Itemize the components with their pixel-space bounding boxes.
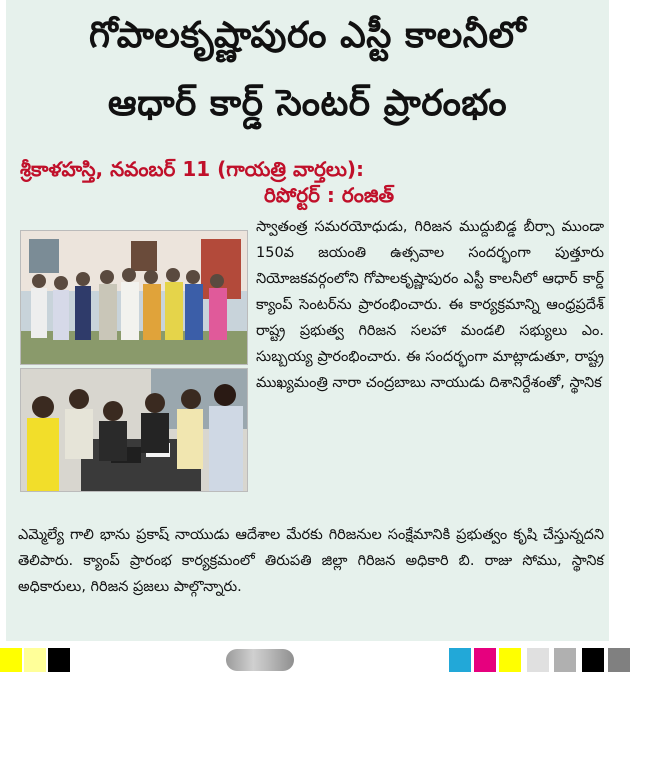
article-body-column: స్వాతంత్ర సమరయోధుడు, గిరిజన ముద్దుబిడ్డ బీర్సా ముండా 150వ జయంతి ఉత్సవాల సందర్భంగా పుత్తూరు నియోజకవర్గంలోని గోపాలకృష్ణాపురం ఎస్టీ కాలనీలో ఆధార్ కార్డ్ క్యాంప్ సెంటర్‌ను ప్రారంభించారు. ఈ కార్యక్రమాన్ని ఆంధ్రప్రదేశ్ రాష్ట్ర ప్రభుత్వ గిరిజన సలహా మండలి సభ్యులు ఎం. సుబ్బయ్య ప్రారంభించారు. ఈ సందర్భంగా మాట్లాడుతూ, రాష్ట్ర ముఖ్యమంత్రి నారా చంద్రబాబు నాయుడు దిశానిర్దేశంతో, స్థానిక (256, 219, 604, 391)
headline-line-2: ఆధార్ కార్డ్ సెంటర్ ప్రారంభం (107, 83, 508, 124)
registration-swatch-black (48, 648, 70, 672)
registration-swatch-cyan (449, 648, 471, 672)
registration-swatch-magenta (474, 648, 496, 672)
registration-swatch-light-yellow (24, 648, 46, 672)
registration-swatch-black-2 (582, 648, 604, 672)
headline-line-1: గోపాలకృష్ణాపురం ఎస్టీ కాలనీలో (88, 15, 527, 56)
article-body-full: ఎమ్మెల్యే గాలి భాను ప్రకాష్ నాయుడు ఆదేశాల మేరకు గిరిజనుల సంక్షేమానికి ప్రభుత్వం కృషి చేస్తున్నదని తెలిపారు. క్యాంప్ ప్రారంభ కార్యక్రమంలో తిరుపతి జిల్లా గిరిజన అధికారి బి. రాజు సోము, స్థానిక అధికారులు, గిరిజన ప్రజలు పాల్గొన్నారు. (18, 527, 604, 595)
counter-photo (20, 368, 248, 492)
news-article (6, 0, 609, 641)
registration-swatch-light-gray (527, 648, 549, 672)
registration-swatch-yellow-2 (499, 648, 521, 672)
registration-gradient-pill (226, 649, 294, 671)
dateline: శ్రీకాళహస్తి, నవంబర్ 11 (గాయత్రి వార్తలు): (20, 157, 365, 181)
registration-swatch-gray (554, 648, 576, 672)
group-photo (20, 230, 248, 365)
reporter-byline: రిపోర్టర్ : రంజిత్ (264, 183, 395, 207)
registration-swatch-dark-gray (608, 648, 630, 672)
registration-swatch-yellow (0, 648, 22, 672)
